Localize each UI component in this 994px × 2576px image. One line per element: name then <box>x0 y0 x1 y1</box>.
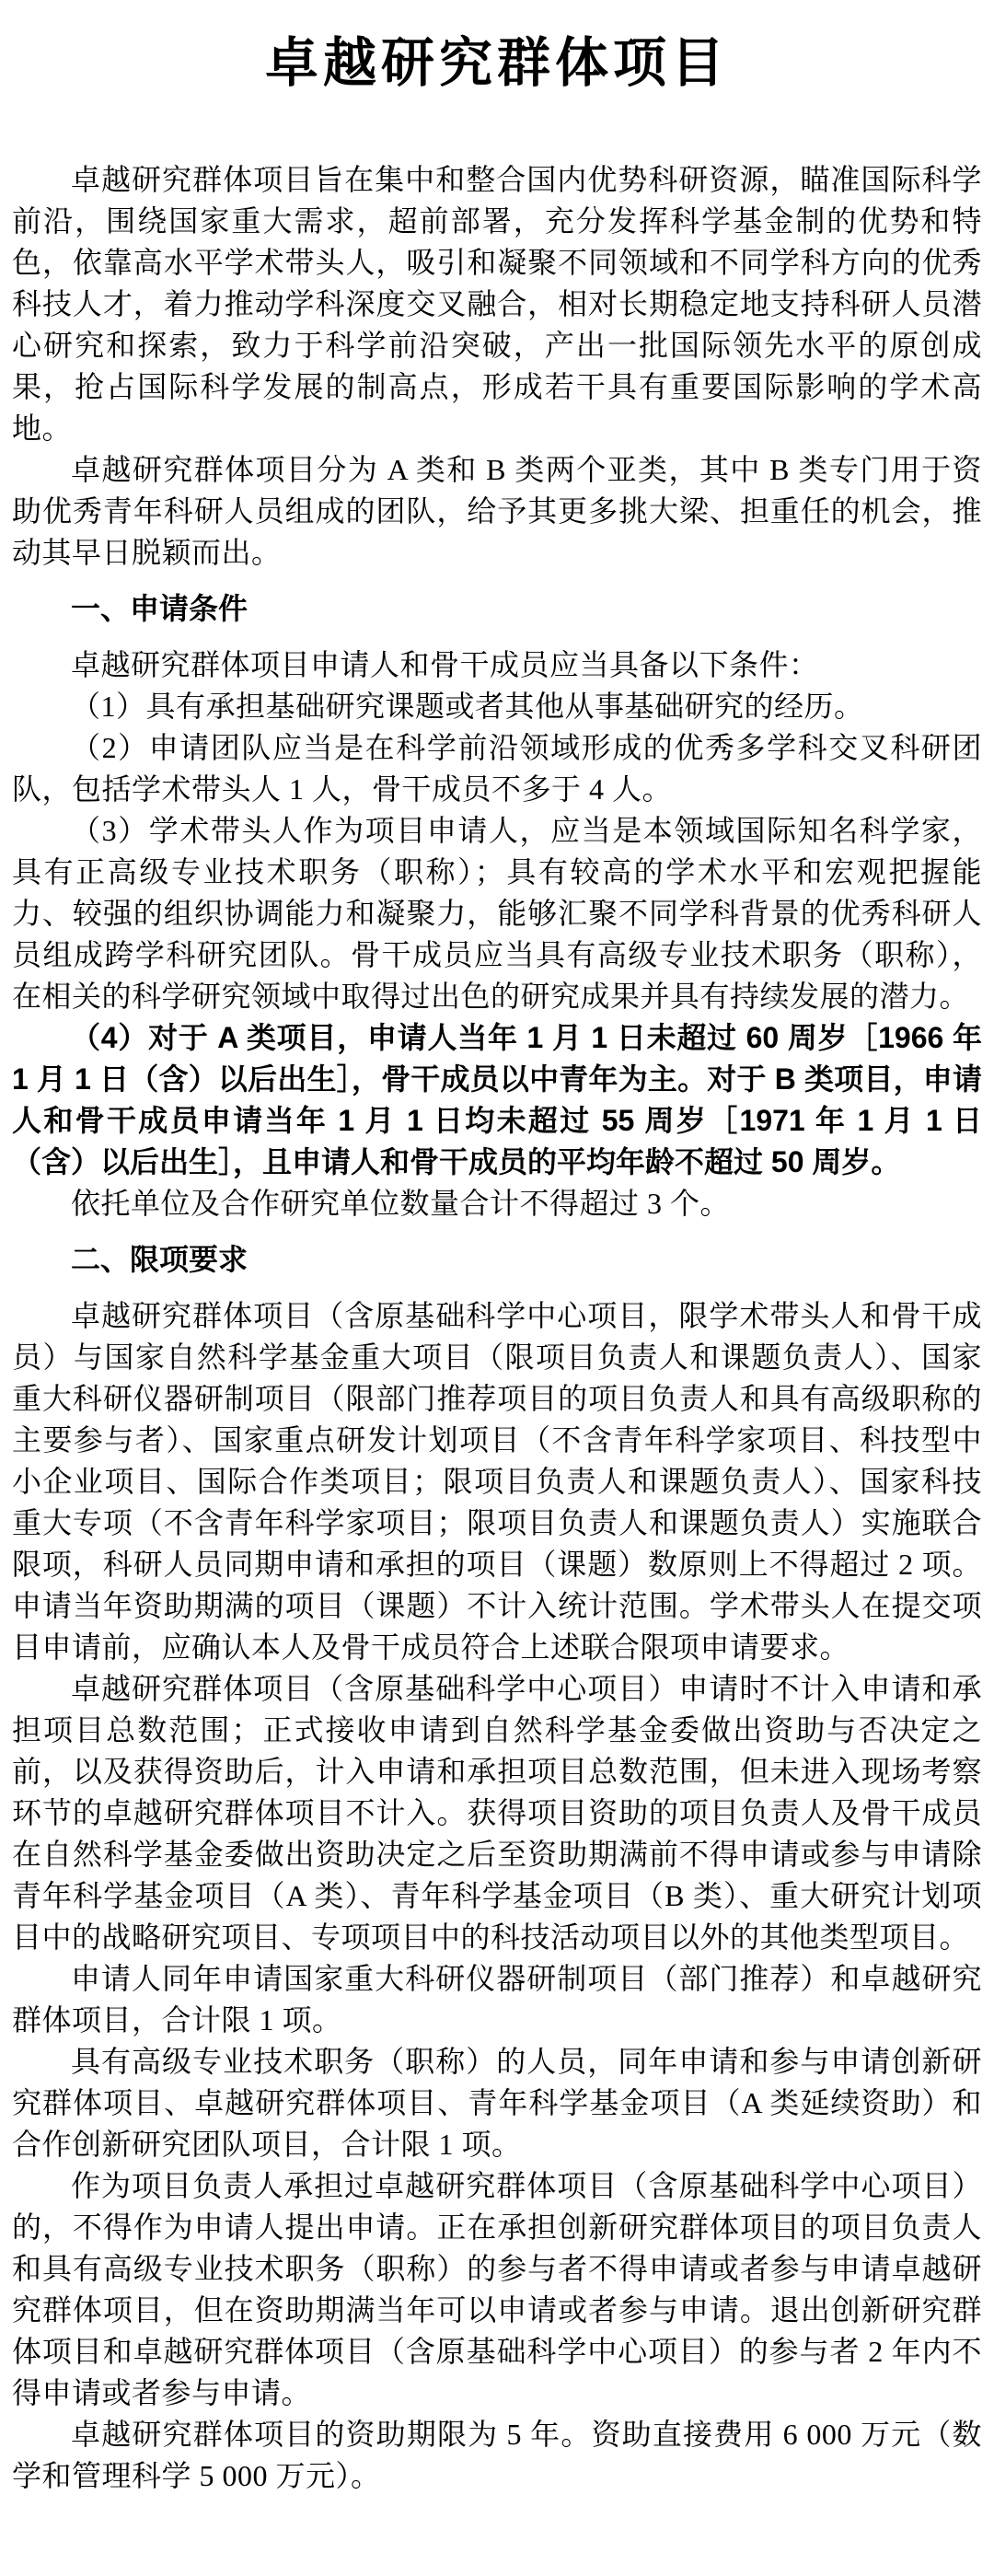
page-title: 卓越研究群体项目 <box>264 33 729 93</box>
section-heading-application-conditions: 一、申请条件 <box>71 591 248 625</box>
intro-paragraph-1: 卓越研究群体项目旨在集中和整合国内优势科研资源，瞄准国际科学前沿，围绕国家重大需求，超前部署，充分发挥科学基金制的优势和特色，依靠高水平学术带头人，吸引和凝聚不同领域和不同学科方向的优秀科技人才，着力推动学科深度交叉融合，相对长期稳定地支持科研人员潜心研究和探索，致力于科学前沿突破，产出一批国际领先水平的原创成果，抢占国际科学发展的制高点，形成若干具有重要国际影响的学术高地。 <box>12 162 982 445</box>
senior-title-limit-paragraph: 具有高级专业技术职务（职称）的人员，同年申请和参与申请创新研究群体项目、卓越研究群体项目、青年科学基金项目（A 类延续资助）和合作创新研究团队项目，合计限 1 项。 <box>12 2044 982 2161</box>
condition-item-3: （3）学术带头人作为项目申请人，应当是本领域国际知名科学家，具有正高级专业技术职务（职称）；具有较高的学术水平和宏观把握能力、较强的组织协调能力和凝聚力，能够汇聚不同学科背景的优秀科研人员组成跨学科研究团队。骨干成员应当具有高级专业技术职务（职称），在相关的科学研究领域中取得过出色的研究成果并具有持续发展的潜力。 <box>12 813 982 1013</box>
counting-rules-paragraph: 卓越研究群体项目（含原基础科学中心项目）申请时不计入申请和承担项目总数范围；正式接收申请到自然科学基金委做出资助与否决定之前，以及获得资助后，计入申请和承担项目总数范围，但未进入现场考察环节的卓越研究群体项目不计入。获得项目资助的项目负责人及骨干成员在自然科学基金委做出资助决定之后至资助期满前不得申请或参与申请除青年科学基金项目（A 类）、青年科学基金项目（B 类）、重大研究计划项目中的战略研究项目、专项项目中的科技活动项目以外的其他类型项目。 <box>12 1671 982 1954</box>
condition-item-2: （2）申请团队应当是在科学前沿领域形成的优秀多学科交叉科研团队，包括学术带头人 1 人，骨干成员不多于 4 人。 <box>12 730 982 806</box>
condition-item-1: （1）具有承担基础研究课题或者其他从事基础研究的经历。 <box>71 689 864 723</box>
section-heading-item-limit-requirements: 二、限项要求 <box>71 1242 248 1276</box>
joint-limit-paragraph: 卓越研究群体项目（含原基础科学中心项目，限学术带头人和骨干成员）与国家自然科学基金重大项目（限项目负责人和课题负责人）、国家重大科研仪器研制项目（限部门推荐项目的项目负责人和具有高级职称的主要参与者）、国家重点研发计划项目（不含青年科学家项目、科技型中小企业项目、国际合作类项目；限项目负责人和课题负责人）、国家科技重大专项（不含青年科学家项目；限项目负责人和课题负责人）实施联合限项，科研人员同期申请和承担的项目（课题）数原则上不得超过 2 项。申请当年资助期满的项目（课题）不计入统计范围。学术带头人在提交项目申请前，应确认本人及骨干成员符合上述联合限项申请要求。 <box>12 1298 982 1664</box>
prior-undertaking-limit-paragraph: 作为项目负责人承担过卓越研究群体项目（含原基础科学中心项目）的，不得作为申请人提出申请。正在承担创新研究群体项目的项目负责人和具有高级专业技术职务（职称）的参与者不得申请或者参与申请卓越研究群体项目，但在资助期满当年可以申请或者参与申请。退出创新研究群体项目和卓越研究群体项目（含原基础科学中心项目）的参与者 2 年内不得申请或者参与申请。 <box>12 2168 982 2409</box>
funding-period-paragraph: 卓越研究群体项目的资助期限为 5 年。资助直接费用 6 000 万元（数学和管理科学 5 000 万元）。 <box>12 2417 982 2492</box>
same-year-instrument-limit-paragraph: 申请人同年申请国家重大科研仪器研制项目（部门推荐）和卓越研究群体项目，合计限 1 项。 <box>12 1961 982 2036</box>
host-unit-limit-paragraph: 依托单位及合作研究单位数量合计不得超过 3 个。 <box>71 1186 731 1220</box>
conditions-intro-paragraph: 卓越研究群体项目申请人和骨干成员应当具备以下条件： <box>71 647 819 681</box>
intro-paragraph-2: 卓越研究群体项目分为 A 类和 B 类两个亚类，其中 B 类专门用于资助优秀青年科研人员组成的团队，给予其更多挑大梁、担重任的机会，推动其早日脱颖而出。 <box>12 452 982 569</box>
condition-item-4-age-limit: （4）对于 A 类项目，申请人当年 1 月 1 日未超过 60 周岁［1966 年 1 月 1 日（含）以后出生］，骨干成员以中青年为主。对于 B 类项目，申请人和骨干成员申请当年 1 月 1 日均未超过 55 周岁［1971 年 1 月 1 日（含）以后出生］，且申请人和骨干成员的平均年龄不超过 50 周岁。 <box>12 1020 982 1178</box>
